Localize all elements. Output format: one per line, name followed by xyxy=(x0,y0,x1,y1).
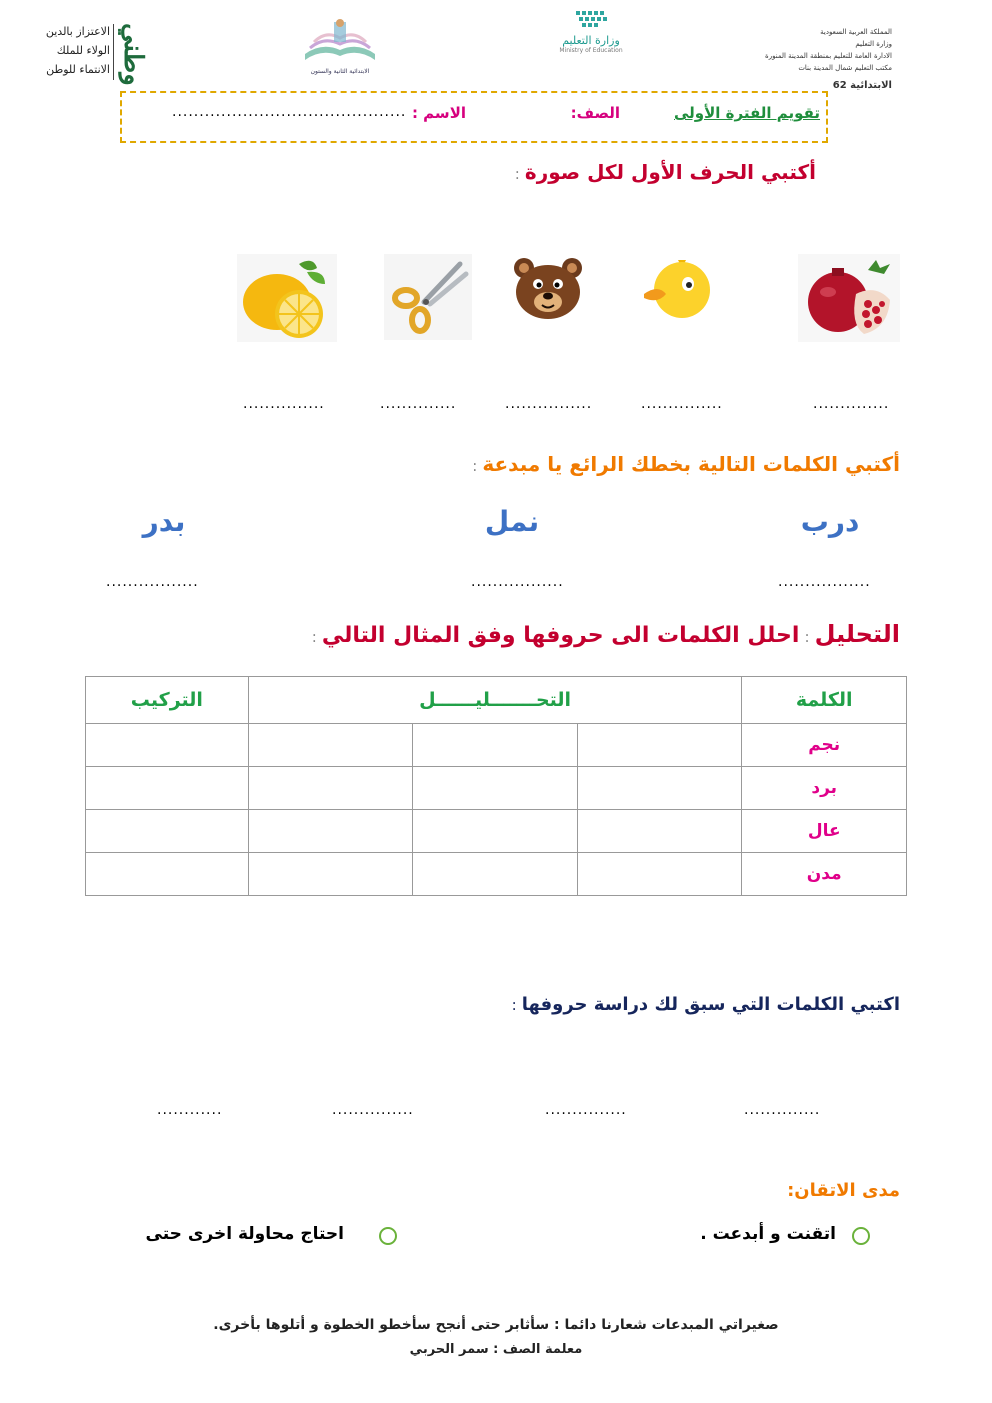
header-composition: التركيب xyxy=(86,677,249,724)
row-word-1: نجم xyxy=(742,724,907,767)
name-label: الاسم : xyxy=(411,104,466,122)
section3-heading-label: التحليل xyxy=(814,620,900,648)
analysis-cell[interactable] xyxy=(413,810,578,853)
blank-studied-word-1[interactable]: .............. xyxy=(744,1102,821,1118)
row-word-3: عال xyxy=(742,810,907,853)
admin-line-2: وزارة التعليم xyxy=(855,40,892,48)
blank-duck[interactable]: ............... xyxy=(641,396,723,412)
analysis-cell[interactable] xyxy=(248,767,413,810)
section3-heading-rest: احلل الكلمات الى حروفها وفق المثال التالي xyxy=(321,623,800,648)
pomegranate-icon xyxy=(798,254,900,342)
row-word-2: برد xyxy=(742,767,907,810)
analysis-table xyxy=(85,676,907,896)
table-row xyxy=(86,853,907,896)
analysis-cell[interactable] xyxy=(577,853,742,896)
blank-studied-word-4[interactable]: ............ xyxy=(157,1102,223,1118)
composition-cell[interactable] xyxy=(86,724,249,767)
pledge-line-2: الولاء للملك xyxy=(56,44,110,57)
analysis-cell[interactable] xyxy=(413,724,578,767)
blank-scissors[interactable]: .............. xyxy=(380,396,457,412)
ministry-name-en: Ministry of Education xyxy=(559,47,623,54)
section1-heading-text: أكتبي الحرف الأول لكل صورة xyxy=(524,160,816,184)
footer-motto: صغيراتي المبدعات شعارنا دائما : سأثابر حتى أنجح سأخطو الخطوة و أتلوها بأخرى. xyxy=(213,1317,779,1333)
section1-colon: : xyxy=(514,165,520,183)
section3-heading xyxy=(310,620,900,648)
open-book-icon xyxy=(300,14,380,64)
section2-heading xyxy=(430,452,900,476)
picture-lemon xyxy=(237,254,337,342)
mastery-option-2-label: احتاج محاولة اخرى حتى xyxy=(145,1224,344,1244)
admin-line-3: الادارة العامة للتعليم بمنطقة المدينة المنورة xyxy=(765,52,892,60)
pledge-line-3: الانتماء للوطن xyxy=(46,63,110,76)
analysis-cell[interactable] xyxy=(413,853,578,896)
table-header-row xyxy=(86,677,907,724)
section2-heading-text: أكتبي الكلمات التالية بخطك الرائع يا مبدعة xyxy=(482,452,900,476)
composition-cell[interactable] xyxy=(86,767,249,810)
section3-colon-2: : xyxy=(311,628,317,646)
header-word: الكلمة xyxy=(742,677,907,724)
lemon-icon xyxy=(237,254,337,342)
section4-heading xyxy=(490,994,900,1015)
blank-bear[interactable]: ................ xyxy=(505,396,593,412)
analysis-cell[interactable] xyxy=(248,853,413,896)
composition-cell[interactable] xyxy=(86,810,249,853)
exam-title: تقويم الفترة الأولى xyxy=(674,104,820,122)
footer-teacher: معلمة الصف : سمر الحربي xyxy=(409,1342,583,1357)
blank-word-darb[interactable]: ................. xyxy=(778,574,871,590)
picture-duck xyxy=(640,254,720,324)
school-logo xyxy=(300,14,380,84)
admin-block xyxy=(760,26,892,92)
ministry-logo xyxy=(546,8,636,64)
picture-pomegranate xyxy=(798,254,900,342)
analysis-cell[interactable] xyxy=(577,724,742,767)
admin-line-4: مكتب التعليم شمال المدينة بنات xyxy=(798,64,892,72)
class-label: الصف: xyxy=(570,104,620,122)
mastery-option-1-radio[interactable] xyxy=(852,1227,870,1245)
duck-icon xyxy=(640,254,720,324)
bear-icon xyxy=(510,254,586,322)
word-naml: نمل xyxy=(484,505,540,538)
blank-lemon[interactable]: ............... xyxy=(243,396,325,412)
picture-bear xyxy=(510,254,586,322)
section4-heading-text: اكتبي الكلمات التي سبق لك دراسة حروفها xyxy=(521,994,900,1015)
picture-scissors xyxy=(384,254,472,340)
analysis-cell[interactable] xyxy=(577,810,742,853)
blank-studied-word-2[interactable]: ............... xyxy=(545,1102,627,1118)
analysis-cell[interactable] xyxy=(248,724,413,767)
table-row xyxy=(86,810,907,853)
pledge-line-1: الاعتزاز بالدين xyxy=(45,25,110,38)
ministry-emblem-icon xyxy=(546,8,636,30)
section3-colon-1: : xyxy=(804,628,810,646)
admin-line-1: المملكة العربية السعودية xyxy=(820,28,892,36)
mastery-option-1-label: اتقنت و أبدعت . xyxy=(700,1224,836,1244)
header-analysis: التحـــــــليــــــل xyxy=(248,677,742,724)
blank-pomegranate[interactable]: .............. xyxy=(813,396,890,412)
table-row xyxy=(86,767,907,810)
scissors-icon xyxy=(384,254,472,340)
blank-studied-word-3[interactable]: ............... xyxy=(332,1102,414,1118)
word-darb: درب xyxy=(800,505,860,538)
ministry-name: وزارة التعليم xyxy=(562,34,620,47)
analysis-cell[interactable] xyxy=(413,767,578,810)
blank-word-naml[interactable]: ................. xyxy=(471,574,564,590)
analysis-cell[interactable] xyxy=(577,767,742,810)
section2-colon: : xyxy=(472,457,478,475)
row-word-4: مدن xyxy=(742,853,907,896)
blank-word-badr[interactable]: ................. xyxy=(106,574,199,590)
section4-colon: : xyxy=(511,996,517,1014)
watani-logo: وطني xyxy=(118,23,148,86)
mastery-option-2-radio[interactable] xyxy=(379,1227,397,1245)
composition-cell[interactable] xyxy=(86,853,249,896)
table-row xyxy=(86,724,907,767)
analysis-cell[interactable] xyxy=(248,810,413,853)
school-number: الابتدائية 62 xyxy=(832,80,892,91)
pledge-block xyxy=(20,22,110,79)
mastery-label: مدى الاتقان: xyxy=(787,1180,900,1201)
school-logo-caption: الابتدائية الثانية والستون xyxy=(310,68,370,75)
name-blank[interactable]: ........................................... xyxy=(172,104,407,120)
word-badr: بدر xyxy=(142,505,186,538)
section1-heading xyxy=(480,160,816,184)
